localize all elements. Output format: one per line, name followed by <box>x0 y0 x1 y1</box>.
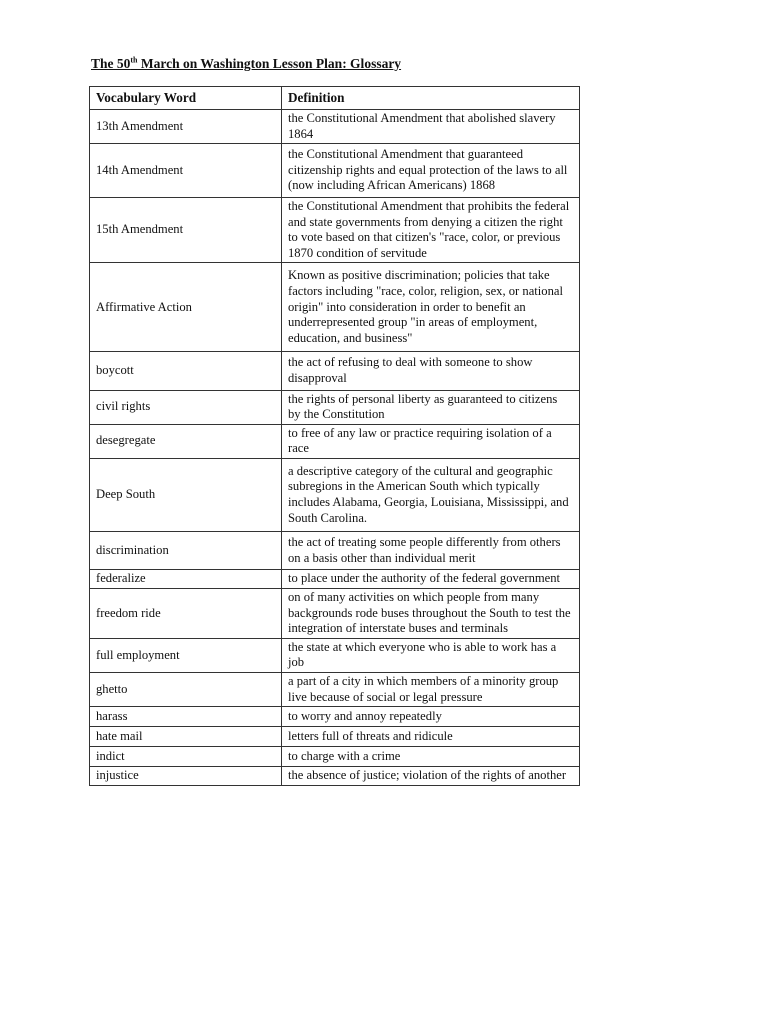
vocabulary-word: civil rights <box>90 390 282 424</box>
table-row <box>90 352 580 390</box>
definition: to charge with a crime <box>282 747 580 767</box>
table-row <box>90 390 580 424</box>
table-row <box>90 727 580 747</box>
table-header-row <box>90 87 580 110</box>
vocabulary-word: 15th Amendment <box>90 197 282 262</box>
glossary-table <box>89 86 580 786</box>
vocabulary-word: 13th Amendment <box>90 110 282 144</box>
definition: the absence of justice; violation of the rights of another <box>282 767 580 786</box>
definition: a descriptive category of the cultural and geographic subregions in the American South which typically includes Alabama, Georgia, Louisiana, Mississippi, and South Carolina. <box>282 458 580 531</box>
table-row <box>90 144 580 198</box>
column-header-vocabulary-word: Vocabulary Word <box>90 87 282 110</box>
definition: the Constitutional Amendment that prohibits the federal and state governments from denying a citizen the right to vote based on that citizen's "race, color, or previous 1870 condition of servitude <box>282 197 580 262</box>
vocabulary-word: indict <box>90 747 282 767</box>
table-row <box>90 197 580 262</box>
table-row <box>90 570 580 589</box>
page-title-suffix: March on Washington Lesson Plan: Glossary <box>137 56 402 71</box>
vocabulary-word: desegregate <box>90 424 282 458</box>
definition: letters full of threats and ridicule <box>282 727 580 747</box>
vocabulary-word: boycott <box>90 352 282 390</box>
table-row <box>90 424 580 458</box>
table-row <box>90 747 580 767</box>
vocabulary-word: discrimination <box>90 532 282 570</box>
definition: the act of treating some people differently from others on a basis other than individual merit <box>282 532 580 570</box>
table-row <box>90 458 580 531</box>
table-row <box>90 767 580 786</box>
vocabulary-word: full employment <box>90 638 282 672</box>
definition: to worry and annoy repeatedly <box>282 707 580 727</box>
page-title-superscript: th <box>130 55 138 65</box>
column-header-definition: Definition <box>282 87 580 110</box>
table-row <box>90 707 580 727</box>
vocabulary-word: Affirmative Action <box>90 263 282 352</box>
vocabulary-word: harass <box>90 707 282 727</box>
vocabulary-word: 14th Amendment <box>90 144 282 198</box>
definition: on of many activities on which people from many backgrounds rode buses throughout the South to test the integration of interstate buses and terminals <box>282 589 580 639</box>
table-row <box>90 638 580 672</box>
page-title <box>91 55 401 73</box>
definition: a part of a city in which members of a minority group live because of social or legal pressure <box>282 673 580 707</box>
definition: the act of refusing to deal with someone to show disapproval <box>282 352 580 390</box>
definition: the rights of personal liberty as guaranteed to citizens by the Constitution <box>282 390 580 424</box>
vocabulary-word: Deep South <box>90 458 282 531</box>
table-row <box>90 532 580 570</box>
definition: to free of any law or practice requiring isolation of a race <box>282 424 580 458</box>
table-row <box>90 589 580 639</box>
definition: the state at which everyone who is able to work has a job <box>282 638 580 672</box>
definition: Known as positive discrimination; policies that take factors including "race, color, religion, sex, or national origin" into consideration in order to benefit an underrepresented group "in areas of employment, education, and business" <box>282 263 580 352</box>
vocabulary-word: federalize <box>90 570 282 589</box>
vocabulary-word: ghetto <box>90 673 282 707</box>
definition: the Constitutional Amendment that abolished slavery 1864 <box>282 110 580 144</box>
definition: to place under the authority of the federal government <box>282 570 580 589</box>
vocabulary-word: freedom ride <box>90 589 282 639</box>
table-row <box>90 110 580 144</box>
table-row <box>90 673 580 707</box>
vocabulary-word: injustice <box>90 767 282 786</box>
table-row <box>90 263 580 352</box>
vocabulary-word: hate mail <box>90 727 282 747</box>
page-title-prefix: The 50 <box>91 56 131 71</box>
definition: the Constitutional Amendment that guaranteed citizenship rights and equal protection of the laws to all (now including African Americans) 1868 <box>282 144 580 198</box>
